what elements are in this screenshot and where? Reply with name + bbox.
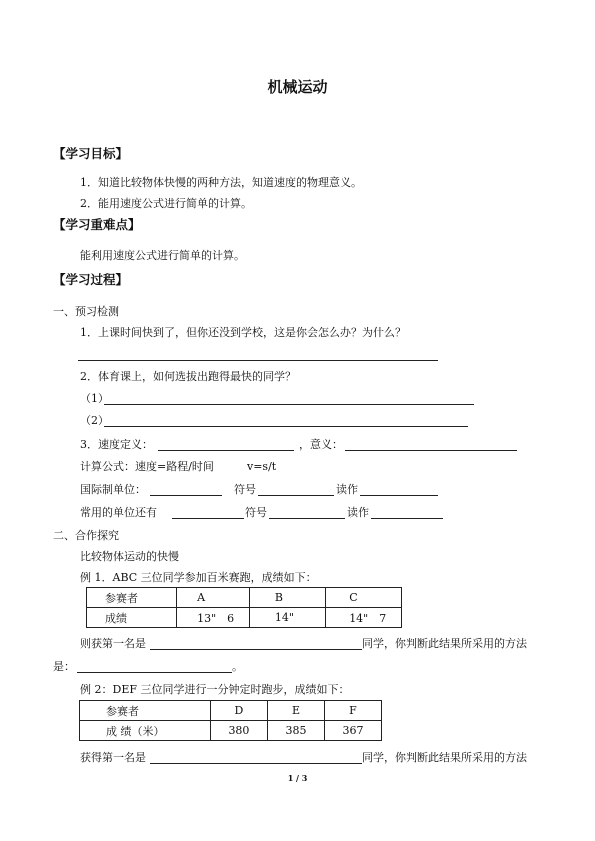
example-1-period: 。 bbox=[232, 660, 243, 673]
table-cell: 367 bbox=[324, 721, 381, 741]
answer-line-common-symbol[interactable] bbox=[269, 518, 345, 519]
formula-label: 计算公式：速度=路程/时间 bbox=[80, 460, 214, 473]
q2-item-2-label: （2） bbox=[80, 414, 109, 427]
answer-line-q1[interactable] bbox=[78, 360, 438, 361]
table-cell: 13" 6 bbox=[177, 608, 250, 628]
example-1-method-label: 是： bbox=[53, 660, 75, 673]
example-1-question-suffix: 同学，你判断此结果所采用的方法 bbox=[362, 637, 527, 650]
section1-title: 一、预习检测 bbox=[53, 305, 119, 318]
table-cell: 成 绩（米） bbox=[80, 721, 211, 741]
common-read-label: 读作 bbox=[347, 506, 369, 519]
example-2-table bbox=[79, 700, 382, 741]
answer-line-ex1-first[interactable] bbox=[150, 649, 362, 650]
table-cell: 380 bbox=[210, 721, 267, 741]
answer-line-meaning[interactable] bbox=[345, 450, 517, 451]
section2-title: 二、合作探究 bbox=[53, 529, 119, 542]
answer-line-ex1-method[interactable] bbox=[77, 672, 232, 673]
table-cell: F bbox=[324, 701, 381, 721]
formula: v=s/t bbox=[247, 460, 277, 473]
table-cell: 385 bbox=[267, 721, 324, 741]
answer-line-si-unit[interactable] bbox=[150, 495, 222, 496]
example-1-intro: 例 1．ABC 三位同学参加百米赛跑，成绩如下： bbox=[80, 571, 317, 584]
answer-line-common-unit[interactable] bbox=[172, 518, 244, 519]
answer-line-si-read[interactable] bbox=[360, 495, 438, 496]
table-cell: 14" 7 bbox=[326, 608, 402, 628]
answer-line-ex2-first[interactable] bbox=[150, 763, 362, 764]
table-cell: E bbox=[267, 701, 324, 721]
section2-subtitle: 比较物体运动的快慢 bbox=[80, 550, 179, 563]
page-number: 1 / 3 bbox=[287, 773, 308, 783]
table-row bbox=[87, 588, 402, 608]
goal-item-1: 1．知道比较物体快慢的两种方法，知道速度的物理意义。 bbox=[80, 176, 362, 189]
si-read-label: 读作 bbox=[336, 483, 358, 496]
common-symbol-label: 符号 bbox=[245, 506, 267, 519]
goals-heading: 【学习目标】 bbox=[53, 146, 129, 161]
answer-line-common-read[interactable] bbox=[371, 518, 443, 519]
answer-line-definition[interactable] bbox=[158, 450, 294, 451]
example-2-question: 获得第一名是 bbox=[80, 751, 146, 764]
example-2-question-suffix: 同学，你判断此结果所采用的方法 bbox=[362, 751, 527, 764]
goal-item-2: 2．能用速度公式进行简单的计算。 bbox=[80, 197, 252, 210]
answer-line-si-symbol[interactable] bbox=[258, 495, 334, 496]
process-heading: 【学习过程】 bbox=[53, 272, 129, 287]
q2-item-1-label: （1） bbox=[80, 392, 109, 405]
table-cell: D bbox=[210, 701, 267, 721]
example-1-question: 则获第一名是 bbox=[80, 637, 146, 650]
question-2: 2．体育课上，如何选拔出跑得最快的同学？ bbox=[80, 370, 296, 383]
table-cell: 成绩 bbox=[87, 608, 177, 628]
table-row bbox=[87, 608, 402, 628]
table-cell: 参赛者 bbox=[87, 588, 177, 608]
table-cell: A bbox=[177, 588, 250, 608]
page-title: 机械运动 bbox=[267, 78, 328, 96]
example-2-intro: 例 2：DEF 三位同学进行一分钟定时跑步，成绩如下： bbox=[80, 683, 350, 696]
keypoints-heading: 【学习重难点】 bbox=[53, 217, 141, 232]
answer-line-q2-1[interactable] bbox=[104, 404, 474, 405]
q3-meaning-label: ，意义： bbox=[299, 438, 343, 451]
example-1-table bbox=[86, 587, 402, 628]
si-unit-label: 国际制单位： bbox=[80, 483, 146, 496]
answer-line-q2-2[interactable] bbox=[104, 426, 468, 427]
table-row bbox=[80, 721, 382, 741]
si-symbol-label: 符号 bbox=[234, 483, 256, 496]
table-cell: B bbox=[249, 588, 325, 608]
question-1: 1．上课时间快到了，但你还没到学校，这是你会怎么办？为什么？ bbox=[80, 326, 406, 339]
table-cell: C bbox=[326, 588, 402, 608]
q3-definition-label: 3．速度定义： bbox=[80, 438, 153, 451]
table-row bbox=[80, 701, 382, 721]
common-unit-label: 常用的单位还有 bbox=[80, 506, 157, 519]
table-cell: 14" bbox=[249, 608, 325, 628]
table-cell: 参赛者 bbox=[80, 701, 211, 721]
keypoints-text: 能利用速度公式进行简单的计算。 bbox=[80, 249, 245, 262]
